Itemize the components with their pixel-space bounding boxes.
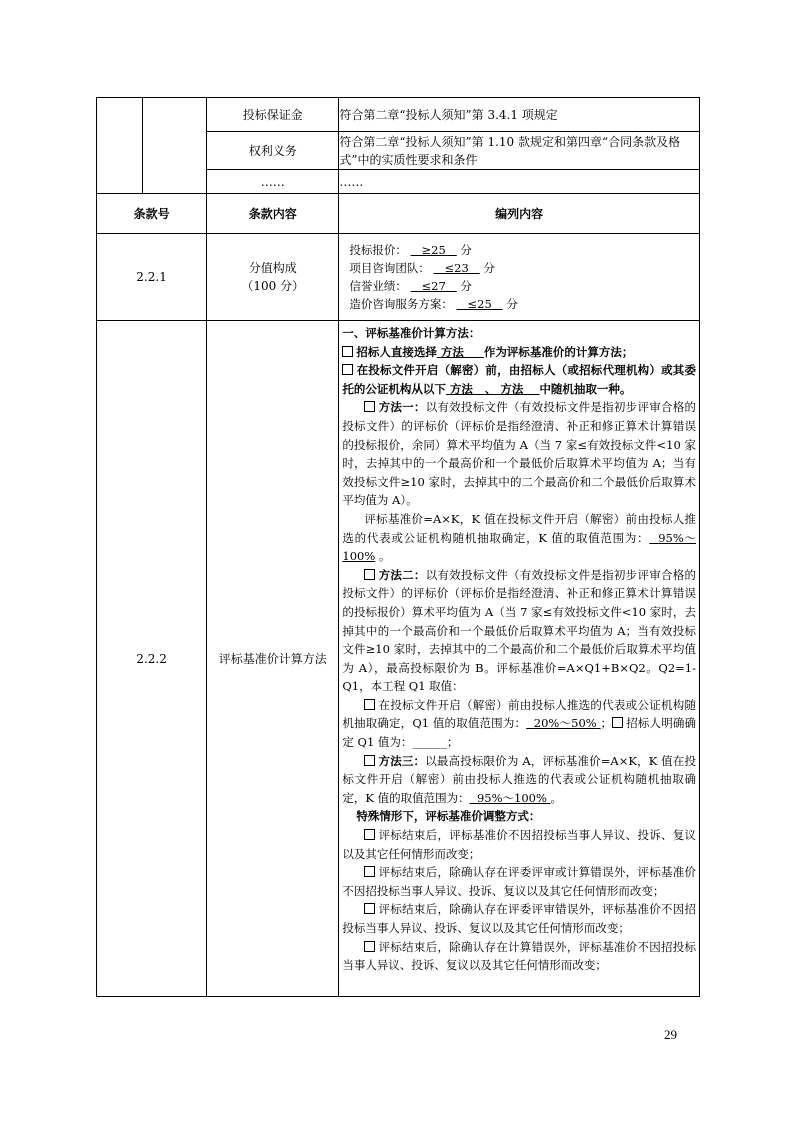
method-two-q1 [342,696,696,752]
clause-name [207,234,339,321]
method-title: 方法三： [378,753,426,768]
clause-name: 评标基准价计算方法 [207,321,339,997]
option-text: 在投标文件开启（解密）前，由招标人（或招标代理机构）或其委托的公证机构从以下 [342,363,696,396]
option-text: 招标人直接选择 [356,344,437,359]
q1-text: 在投标文件开启（解密）前由投标人推选的代表或公证机构随机抽取确定，Q1 值的取值范围为： [342,697,696,731]
item-content: 符合第二章“投标人须知”第 1.10 款规定和第四章“合同条款及格式”中的实质性要求和条件 [339,132,700,170]
page-number: 29 [664,1027,677,1042]
table-header-row [97,194,700,234]
score-line [349,241,699,259]
range-value [526,716,600,730]
item-name: 权利义务 [207,132,339,170]
punctuation: ； [446,735,459,750]
clause-number: 2.2.1 [97,234,207,321]
method-blank-text: 方法 [449,381,473,396]
special-item [342,863,696,900]
punctuation: 。 [550,790,563,805]
special-item-text: 评标结束后，评标基准价不因招投标当事人异议、投诉、复议以及其它任何情形而改变； [342,828,696,861]
punctuation: 。 [378,549,391,564]
header-listed-content: 编列内容 [339,194,700,234]
score-line [349,259,699,277]
checkbox-icon[interactable] [364,866,375,877]
score-value-text: ≤23 [444,261,469,275]
clause-name-sub: （100 分） [241,279,305,293]
method-title: 方法一： [378,400,426,415]
table-row [97,234,700,321]
score-value-text: ≥25 [421,243,446,257]
clause-name-main: 分值构成 [248,261,297,275]
option-text: 作为评标基准价的计算方法； [483,344,634,359]
punctuation: ； [600,716,613,731]
score-unit: 分 [460,243,472,257]
option-text: 中随机抽取一种。 [539,381,632,396]
checkbox-icon[interactable] [364,699,375,710]
method-text: 以有效投标文件（有效投标文件是指初步评审合格的投标文件）的评标价（评标价是指经澄清、补正和修正算术计算错误的投标报价）算术平均值为 A（当 7 家≤有效投标文件<10 家时，去掉其中的一个最高价和一个最低价后取算术平均值为 A；当有效投标文件≥10 家时，去掉其中的二个最高价和二个最低价后取算术平均值为 A），最高投标限价为 B。评标基准价=A×Q1+B×Q2。Q2=1-Q1，本工程 Q1 取值： [342,567,697,694]
score-line [349,277,699,295]
special-item-text: 评标结束后，除确认存在计算错误外，评标基准价不因招投标当事人异议、投诉、复议以及其它任何情形而改变； [342,939,696,973]
table-row [97,98,700,132]
range-value-text: 95%～100% [342,530,696,564]
special-item [342,938,696,975]
method-content [339,321,700,997]
score-label: 信誉业绩： [349,279,407,293]
score-label: 造价咨询服务方案： [349,297,453,311]
special-heading: 特殊情形下，评标基准价调整方式： [356,809,541,824]
formula-text: 评标基准价=A×K，K 值在投标文件开启（解密）前由投标人推选的代表或公证机构随机抽取确定，K 值的取值范围为： [342,511,696,545]
range-value-text: 20%～50% [533,716,597,731]
clause-number: 2.2.2 [97,321,207,997]
score-value [411,279,457,293]
option-direct-select [342,343,696,362]
special-item-text: 评标结束后，除确认存在评委评审或计算错误外，评标基准价不因招投标当事人异议、投诉、复议以及其它任何情形而改变； [342,865,696,898]
checkbox-icon[interactable] [364,755,375,766]
checkbox-icon[interactable] [364,903,375,914]
header-clause-content: 条款内容 [207,194,339,234]
evaluation-table [96,97,700,997]
checkbox-icon[interactable] [364,569,375,580]
range-value [470,791,551,805]
method-three [342,752,696,808]
option-random-draw [342,361,696,398]
method-blank [437,345,484,359]
score-value [457,297,503,311]
method-heading: 一、评标基准价计算方法： [342,326,481,340]
special-item-text: 评标结束后，除确认存在评委评审错误外，评标基准价不因招投标当事人异议、投诉、复议以及其它任何情形而改变； [342,902,696,935]
blank-cell [97,98,143,194]
special-item [342,900,696,937]
score-value [434,261,480,275]
separator: 、 [484,381,497,396]
method-one [342,398,696,510]
score-value-text: ≤27 [421,279,446,293]
score-composition [339,234,700,321]
item-content: …… [339,170,700,194]
score-unit: 分 [460,279,472,293]
item-name: 投标保证金 [207,98,339,132]
method-text: 以最高投标限价为 A，评标基准价=A×K，K 值在投标文件开启（解密）前由投标人推选的代表或公证机构随机抽取确定，K 值的取值范围为： [342,753,697,805]
score-label: 投标报价： [349,243,407,257]
checkbox-icon[interactable] [612,717,623,728]
method-one-formula [342,510,696,566]
table-row [97,321,700,997]
method-blank [446,382,540,396]
checkbox-icon[interactable] [364,401,375,412]
item-content: 符合第二章“投标人须知”第 3.4.1 项规定 [339,98,700,132]
q1-text: 招标人明确确定 Q1 值为： [342,716,697,750]
score-label: 项目咨询团队： [349,261,430,275]
blank-cell [143,98,207,194]
score-unit: 分 [506,297,518,311]
special-item [342,826,696,863]
checkbox-icon[interactable] [364,941,375,952]
checkbox-icon[interactable] [364,829,375,840]
score-unit: 分 [483,261,495,275]
checkbox-icon[interactable] [342,364,353,375]
method-text: 以有效投标文件（有效投标文件是指初步评审合格的投标文件）的评标价（评标价是指经澄清、补正和修正算术计算错误的投标报价，余同）算术平均值为 A（当 7 家≤有效投标文件<10 家时，去掉其中的一个最高价和一个最低价后取算术平均值为 A；当有效投标文件≥10 家时，去掉其中的二个最高价和二个最低价后取算术平均值为 A）。 [342,400,697,508]
method-two [342,566,696,696]
q1-blank: ______ [412,735,447,750]
score-value [411,243,457,257]
score-line [349,295,699,313]
header-clause-number: 条款号 [97,194,207,234]
checkbox-icon[interactable] [342,346,353,357]
method-blank-text: 方法 [440,344,464,359]
method-blank-text: 方法 [500,381,524,396]
method-title: 方法二： [378,567,426,582]
score-value-text: ≤25 [467,297,492,311]
range-value-text: 95%～100% [476,790,547,805]
item-name: …… [207,170,339,194]
